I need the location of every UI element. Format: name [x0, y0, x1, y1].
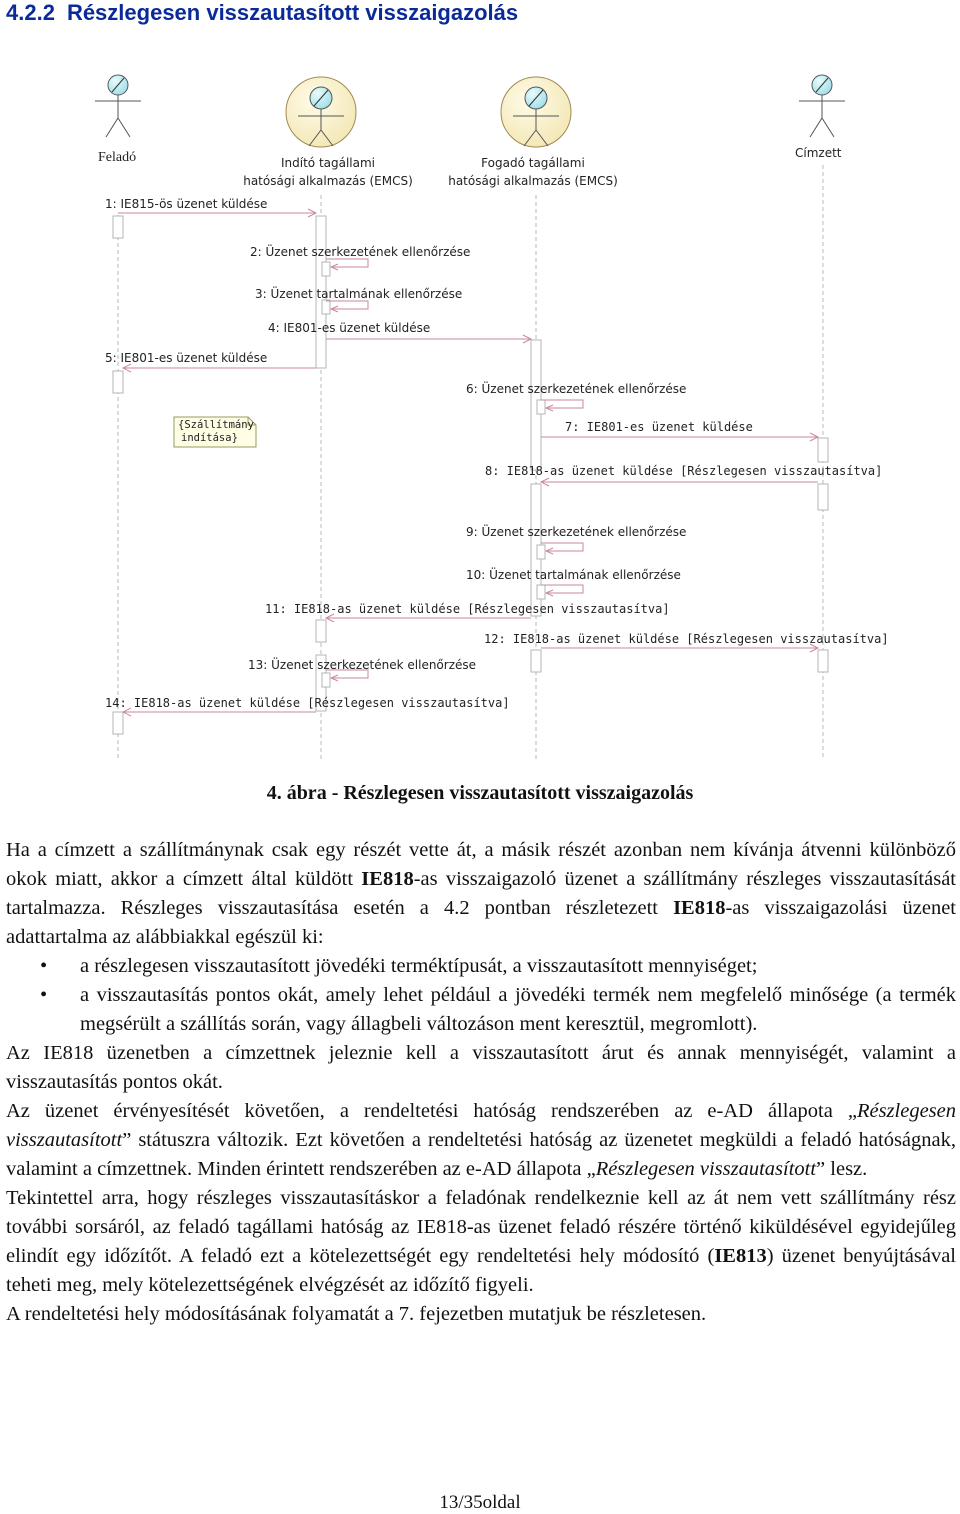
activation-box — [818, 438, 828, 462]
message-label-14: 14: IE818-as üzenet küldése [Részlegesen visszautasítva] — [105, 696, 510, 710]
paragraph-1-part-a: Ha a címzett a szállítmánynak csak egy részét vette át, a másik részét azonban nem kívánja átvenni különböző okok miatt, akkor a címzett által küldött — [6, 839, 956, 890]
actor-label-fogado-line2: hatósági alkalmazás (EMCS) — [448, 174, 618, 188]
message-label-13: 13: Üzenet szerkezetének ellenőrzése — [248, 658, 477, 672]
bullet-icon: • — [40, 955, 48, 977]
paragraph-3-italic-2: Részlegesen visszautasított — [595, 1158, 817, 1180]
activation-box — [113, 712, 123, 734]
sequence-diagram — [0, 60, 960, 765]
message-label-1: 1: IE815-ös üzenet küldése — [105, 197, 268, 211]
figure-caption: 4. ábra - Részlegesen visszautasított visszaigazolás — [266, 782, 694, 804]
message-label-8: 8: IE818-as üzenet küldése [Részlegesen visszautasítva] — [485, 464, 883, 478]
page-number: 13/35oldal — [439, 1492, 521, 1513]
message-label-5: 5: IE801-es üzenet küldése — [105, 351, 268, 365]
activation-box — [537, 545, 545, 559]
activation-box — [537, 585, 545, 599]
activation-box — [537, 400, 545, 414]
message-arrow-6 — [541, 400, 583, 408]
paragraph-3-part-e: ” lesz. — [816, 1158, 868, 1180]
paragraph-3-part-a: Az üzenet érvényesítését követően, a rendeltetési hatóság rendszerében az e-AD állapota „ — [6, 1100, 857, 1122]
message-label-10: 10: Üzenet tartalmának ellenőrzése — [466, 568, 681, 582]
message-label-7: 7: IE801-es üzenet küldése — [565, 420, 753, 434]
message-arrow-10 — [541, 585, 583, 593]
section-heading — [6, 0, 530, 26]
paragraph-1-part-c: -as visszaigazoló üzenet a szállítmány részleges visszautasítását tartalmazza. Részleges visszautasítása esetén a 4.2 pontban részletezett — [6, 868, 956, 919]
paragraph-4-part-a: Tekintettel arra, hogy részleges visszautasításkor a feladónak rendelkeznie kell az át nem vett szállítmány rész további sorsáról, az feladó tagállami hatóság az IE818-as üzenet feladó részére történő kiküldésével egyidejűleg elindít egy időzítőt. A feladó ezt a kötelezettségét egy rendeltetési hely módosító ( — [6, 1187, 956, 1267]
paragraph-3-italic: Részlegesen visszautasított — [6, 1100, 956, 1151]
activation-box — [322, 673, 330, 687]
actor-label-indito-line1: Indító tagállami — [280, 156, 376, 170]
list-item — [6, 981, 956, 1039]
paragraph-4 — [6, 1184, 956, 1300]
list-item — [6, 952, 956, 981]
body-text — [6, 836, 956, 1329]
actor-label-indito-line2: hatósági alkalmazás (EMCS) — [243, 174, 413, 188]
paragraph-5: A rendeltetési hely módosításának folyamatát a 7. fejezetben mutatjuk be részletesen. — [6, 1303, 707, 1325]
paragraph-1-part-e: -as visszaigazolási üzenet adattartalma az alábbiakkal egészül ki: — [6, 897, 957, 948]
message-label-4: 4: IE801-es üzenet küldése — [268, 321, 431, 335]
activation-box — [818, 484, 828, 510]
actor-felado-figure — [95, 75, 141, 137]
activation-box — [113, 371, 123, 393]
message-label-12: 12: IE818-as üzenet küldése [Részlegesen visszautasítva] — [484, 632, 889, 646]
message-arrow-2 — [326, 259, 368, 267]
paragraph-1-ie818-bold-2: IE818 — [673, 897, 726, 919]
note-text-line1: {Szállítmány — [178, 419, 254, 431]
actor-label-felado: Feladó — [98, 150, 137, 165]
paragraph-4-part-c: ) üzenet benyújtásával teheti meg, mely kötelezettségének elvégzését az időzítő figyeli. — [6, 1245, 956, 1296]
activation-box — [531, 650, 541, 672]
activation-box — [316, 620, 326, 642]
section-number: 4.2.2 — [6, 0, 55, 25]
activation-box — [113, 216, 123, 238]
actor-indito-icon — [286, 77, 356, 147]
note-box — [174, 417, 256, 447]
activation-box — [322, 262, 330, 276]
list-item-text: a részlegesen visszautasított jövedéki terméktípusát, a visszautasított mennyiséget; — [80, 955, 758, 977]
section-title: Részlegesen visszautasított visszaigazolás — [66, 0, 519, 25]
paragraph-4-ie813-bold: IE813 — [714, 1245, 767, 1267]
message-label-2: 2: Üzenet szerkezetének ellenőrzése — [250, 245, 471, 259]
bullet-icon: • — [40, 984, 48, 1006]
actor-label-fogado-line1: Fogadó tagállami — [481, 156, 585, 170]
actor-label-cimzett: Címzett — [795, 146, 842, 160]
paragraph-2: Az IE818 üzenetben a címzettnek jeleznie kell a visszautasított árut és annak mennyiségét, valamint a visszautasítás pontos okát. — [6, 1042, 956, 1093]
actor-fogado-icon — [501, 77, 571, 147]
message-label-3: 3: Üzenet tartalmának ellenőrzése — [255, 287, 463, 301]
activation-box — [818, 650, 828, 672]
actor-cimzett-figure — [799, 75, 845, 137]
message-label-6: 6: Üzenet szerkezetének ellenőrzése — [466, 382, 687, 396]
activation-box — [322, 300, 330, 314]
message-arrow-9 — [541, 543, 583, 551]
bullet-list — [6, 952, 956, 1039]
paragraph-3-part-c: ” státuszra változik. Ezt követően a rendeltetési hatóság az üzenetet megküldi a feladó hatóságnak, valamint a címzettnek. Minden érintett rendszerében az e-AD állapota „ — [6, 1129, 956, 1180]
message-label-9: 9: Üzenet szerkezetének ellenőrzése — [466, 525, 687, 539]
paragraph-3 — [6, 1097, 956, 1184]
paragraph-1-ie818-bold: IE818 — [361, 868, 414, 890]
message-label-11: 11: IE818-as üzenet küldése [Részlegesen visszautasítva] — [265, 602, 670, 616]
message-arrow-3 — [326, 301, 368, 309]
note-text-line2: indítása} — [181, 432, 238, 444]
list-item-text: a visszautasítás pontos okát, amely lehet például a jövedéki termék nem megfelelő minősége (a termék megsérült a szállítás során, vagy állagbeli változáson ment keresztül, megromlott). — [80, 984, 956, 1035]
paragraph-1 — [6, 836, 956, 952]
